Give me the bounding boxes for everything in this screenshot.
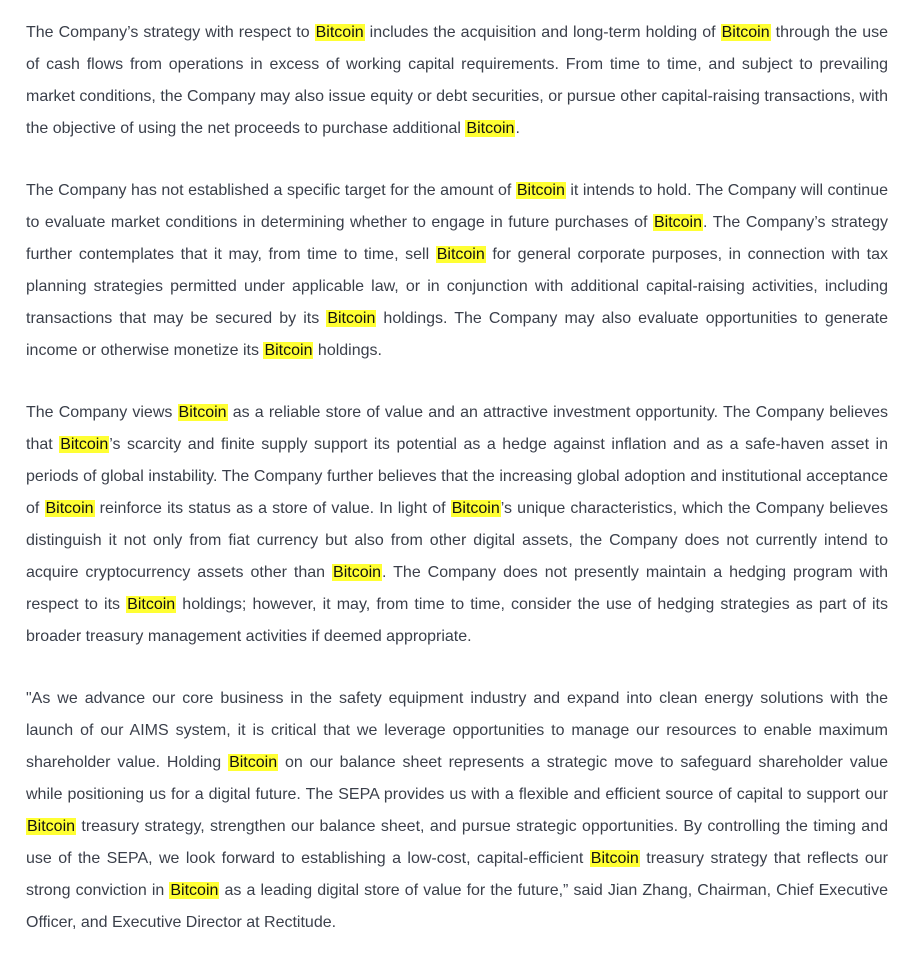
highlighted-term: Bitcoin	[178, 404, 227, 421]
document-body	[26, 17, 888, 969]
text-run: The Company has not established a specific target for the amount of	[26, 182, 516, 199]
text-run: .	[515, 120, 520, 137]
text-run: . The Company does not presently maintain a hedging program with respect to its	[26, 564, 888, 613]
highlighted-term: Bitcoin	[45, 500, 94, 517]
text-run: holdings.	[313, 342, 382, 359]
text-run: reinforce its status as a store of value. In light of	[94, 500, 451, 517]
text-run: through the use of cash flows from operations in excess of working capital requirements. From time to time, and subject to prevailing market conditions, the Company may also issue equity or debt securities, or pursue other capital-raising transactions, with the objective of using the net proceeds to purchase additional	[26, 24, 889, 137]
text-run: for general corporate purposes, in connection with tax planning strategies permitted under applicable law, or in conjunction with additional capital-raising activities, including transactions that may be secured by its	[26, 246, 889, 327]
text-run: it intends to hold. The Company will continue to evaluate market conditions in determining whether to engage in future purchases of	[26, 182, 888, 231]
highlighted-term: Bitcoin	[27, 818, 76, 835]
highlighted-term: Bitcoin	[590, 850, 639, 867]
highlighted-term: Bitcoin	[451, 500, 500, 517]
text-run: . The Company’s strategy further contemplates that it may, from time to time, sell	[26, 214, 889, 263]
highlighted-term: Bitcoin	[333, 564, 382, 581]
highlighted-term: Bitcoin	[466, 120, 515, 137]
highlighted-term: Bitcoin	[127, 596, 176, 613]
text-run: holdings; however, it may, from time to time, consider the use of hedging strategies as part of its broader treasury management activities if deemed appropriate.	[26, 596, 888, 645]
text-run: on our balance sheet represents a strategic move to safeguard shareholder value while positioning us for a digital future. The SEPA provides us with a flexible and efficient source of capital to support our	[26, 754, 889, 803]
highlighted-term: Bitcoin	[516, 182, 565, 199]
text-run: treasury strategy that reflects our strong conviction in	[26, 850, 889, 899]
paragraph	[26, 17, 888, 145]
text-run: ’s scarcity and finite supply support its potential as a hedge against inflation and as a safe-haven asset in periods of global instability. The Company further believes that the increasing global adoption and institutional acceptance of	[26, 436, 888, 517]
highlighted-term: Bitcoin	[327, 310, 376, 327]
highlighted-term: Bitcoin	[653, 214, 703, 231]
text-run: as a reliable store of value and an attractive investment opportunity. The Company believes that	[26, 404, 889, 453]
highlighted-term: Bitcoin	[170, 882, 219, 899]
highlighted-term: Bitcoin	[264, 342, 313, 359]
paragraph	[26, 683, 888, 939]
text-run: The Company’s strategy with respect to	[26, 24, 315, 41]
paragraph	[26, 175, 888, 367]
highlighted-term: Bitcoin	[229, 754, 278, 771]
highlighted-term: Bitcoin	[721, 24, 770, 41]
highlighted-term: Bitcoin	[436, 246, 485, 263]
text-run: includes the acquisition and long-term holding of	[364, 24, 721, 41]
highlighted-term: Bitcoin	[60, 436, 109, 453]
text-run: holdings. The Company may also evaluate opportunities to generate income or otherwise monetize its	[26, 310, 888, 359]
text-run: as a leading digital store of value for the future,” said Jian Zhang, Chairman, Chief Executive Officer, and Executive Director at Rectitude.	[26, 882, 888, 931]
highlighted-term: Bitcoin	[315, 24, 364, 41]
text-run: "As we advance our core business in the safety equipment industry and expand into clean energy solutions with the launch of our AIMS system, it is critical that we leverage opportunities to manage our resources to enable maximum shareholder value. Holding	[26, 690, 888, 771]
text-run: The Company views	[26, 404, 178, 421]
paragraph	[26, 397, 888, 653]
text-run: treasury strategy, strengthen our balance sheet, and pursue strategic opportunities. By controlling the timing and use of the SEPA, we look forward to establishing a low-cost, capital-efficient	[26, 818, 888, 867]
text-run: ’s unique characteristics, which the Company believes distinguish it not only from fiat currency but also from other digital assets, the Company does not currently intend to acquire cryptocurrency assets other than	[26, 500, 888, 581]
